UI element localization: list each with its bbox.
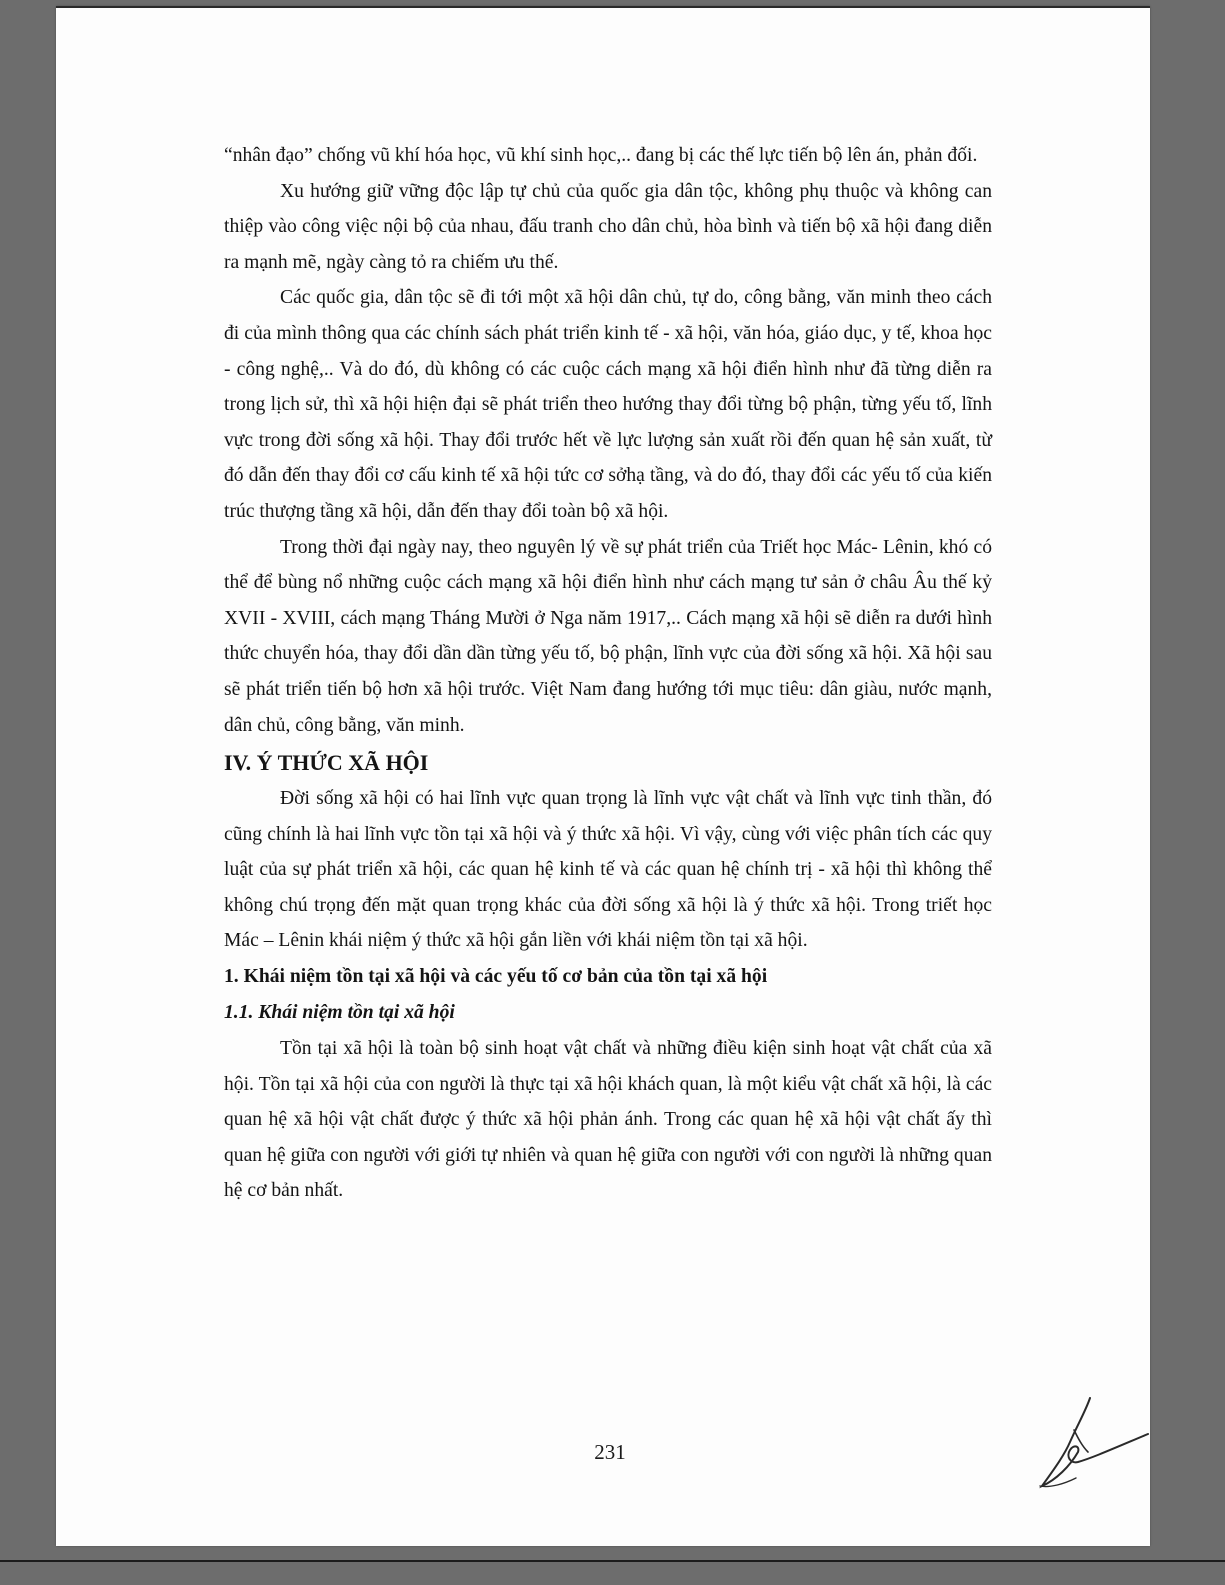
paragraph-nations-development: Các quốc gia, dân tộc sẽ đi tới một xã hội dân chủ, tự do, công bằng, văn minh theo cách đi của mình thông qua các chính sách phát triển kinh tế - xã hội, văn hóa, giáo dục, y tế, khoa học - công nghệ,.. Và do đó, dù không có các cuộc cách mạng xã hội điển hình như đã từng diễn ra trong lịch sử, thì xã hội hiện đại sẽ phát triển theo hướng thay đổi từng bộ phận, từng yếu tố, lĩnh vực trong đời sống xã hội. Thay đổi trước hết về lực lượng sản xuất rồi đến quan hệ sản xuất, từ đó dẫn đến thay đổi cơ cấu kinh tế xã hội tức cơ sởhạ tầng, và do đó, thay đổi các yếu tố của kiến trúc thượng tầng xã hội, dẫn đến thay đổi toàn bộ xã hội. xyxy=(224,287,992,522)
paragraph-social-existence: Tồn tại xã hội là toàn bộ sinh hoạt vật chất và những điều kiện sinh hoạt vật chất của xã hội. Tồn tại xã hội của con người là thực tại xã hội khách quan, là một kiểu vật chất xã hội, là các quan hệ xã hội vật chất được ý thức xã hội phản ánh. Trong các quan hệ xã hội vật chất ấy thì quan hệ giữa con người với giới tự nhiên và quan hệ giữa con người với con người là những quan hệ cơ bản nhất. xyxy=(224,1038,992,1202)
paragraph-modern-era: Trong thời đại ngày nay, theo nguyên lý về sự phát triển của Triết học Mác- Lênin, khó có thể để bùng nổ những cuộc cách mạng xã hội điển hình như cách mạng tư sản ở châu Âu thế kỷ XVII - XVIII, cách mạng Tháng Mười ở Nga năm 1917,.. Cách mạng xã hội sẽ diễn ra dưới hình thức chuyển hóa, thay đổi dần dần từng yếu tố, bộ phận, lĩnh vực của đời sống xã hội. Xã hội sau sẽ phát triển tiến bộ hơn xã hội trước. Việt Nam đang hướng tới mục tiêu: dân giàu, nước mạnh, dân chủ, công bằng, văn minh. xyxy=(224,536,992,736)
paragraph-independence-trend: Xu hướng giữ vững độc lập tự chủ của quốc gia dân tộc, không phụ thuộc và không can thiệp vào công việc nội bộ của nhau, đấu tranh cho dân chủ, hòa bình và tiến bộ xã hội đang diễn ra mạnh mẽ, ngày càng tỏ ra chiếm ưu thế. xyxy=(224,180,992,273)
paragraph-continuation: “nhân đạo” chống vũ khí hóa học, vũ khí sinh học,.. đang bị các thế lực tiến bộ lên án, phản đối. xyxy=(224,145,978,166)
signature-icon xyxy=(1030,1390,1160,1500)
bottom-rule xyxy=(0,1560,1225,1562)
section-heading: IV. Ý THỨC XÃ HỘI xyxy=(224,750,429,776)
paragraph-social-consciousness: Đời sống xã hội có hai lĩnh vực quan trọng là lĩnh vực vật chất và lĩnh vực tinh thần, đó cũng chính là hai lĩnh vực tồn tại xã hội và ý thức xã hội. Vì vậy, cùng với việc phân tích các quy luật của sự phát triển xã hội, các quan hệ kinh tế và các quan hệ chính trị - xã hội thì không thể không chú trọng đến mặt quan trọng khác của đời sống xã hội là ý thức xã hội. Trong triết học Mác – Lênin khái niệm ý thức xã hội gắn liền với khái niệm tồn tại xã hội. xyxy=(224,788,992,952)
page-body xyxy=(224,138,992,1209)
subsection-heading: 1. Khái niệm tồn tại xã hội và các yếu tố cơ bản của tồn tại xã hội xyxy=(224,966,768,988)
subsubsection-heading: 1.1. Khái niệm tồn tại xã hội xyxy=(224,1002,455,1024)
page-number: 231 xyxy=(594,1440,626,1464)
